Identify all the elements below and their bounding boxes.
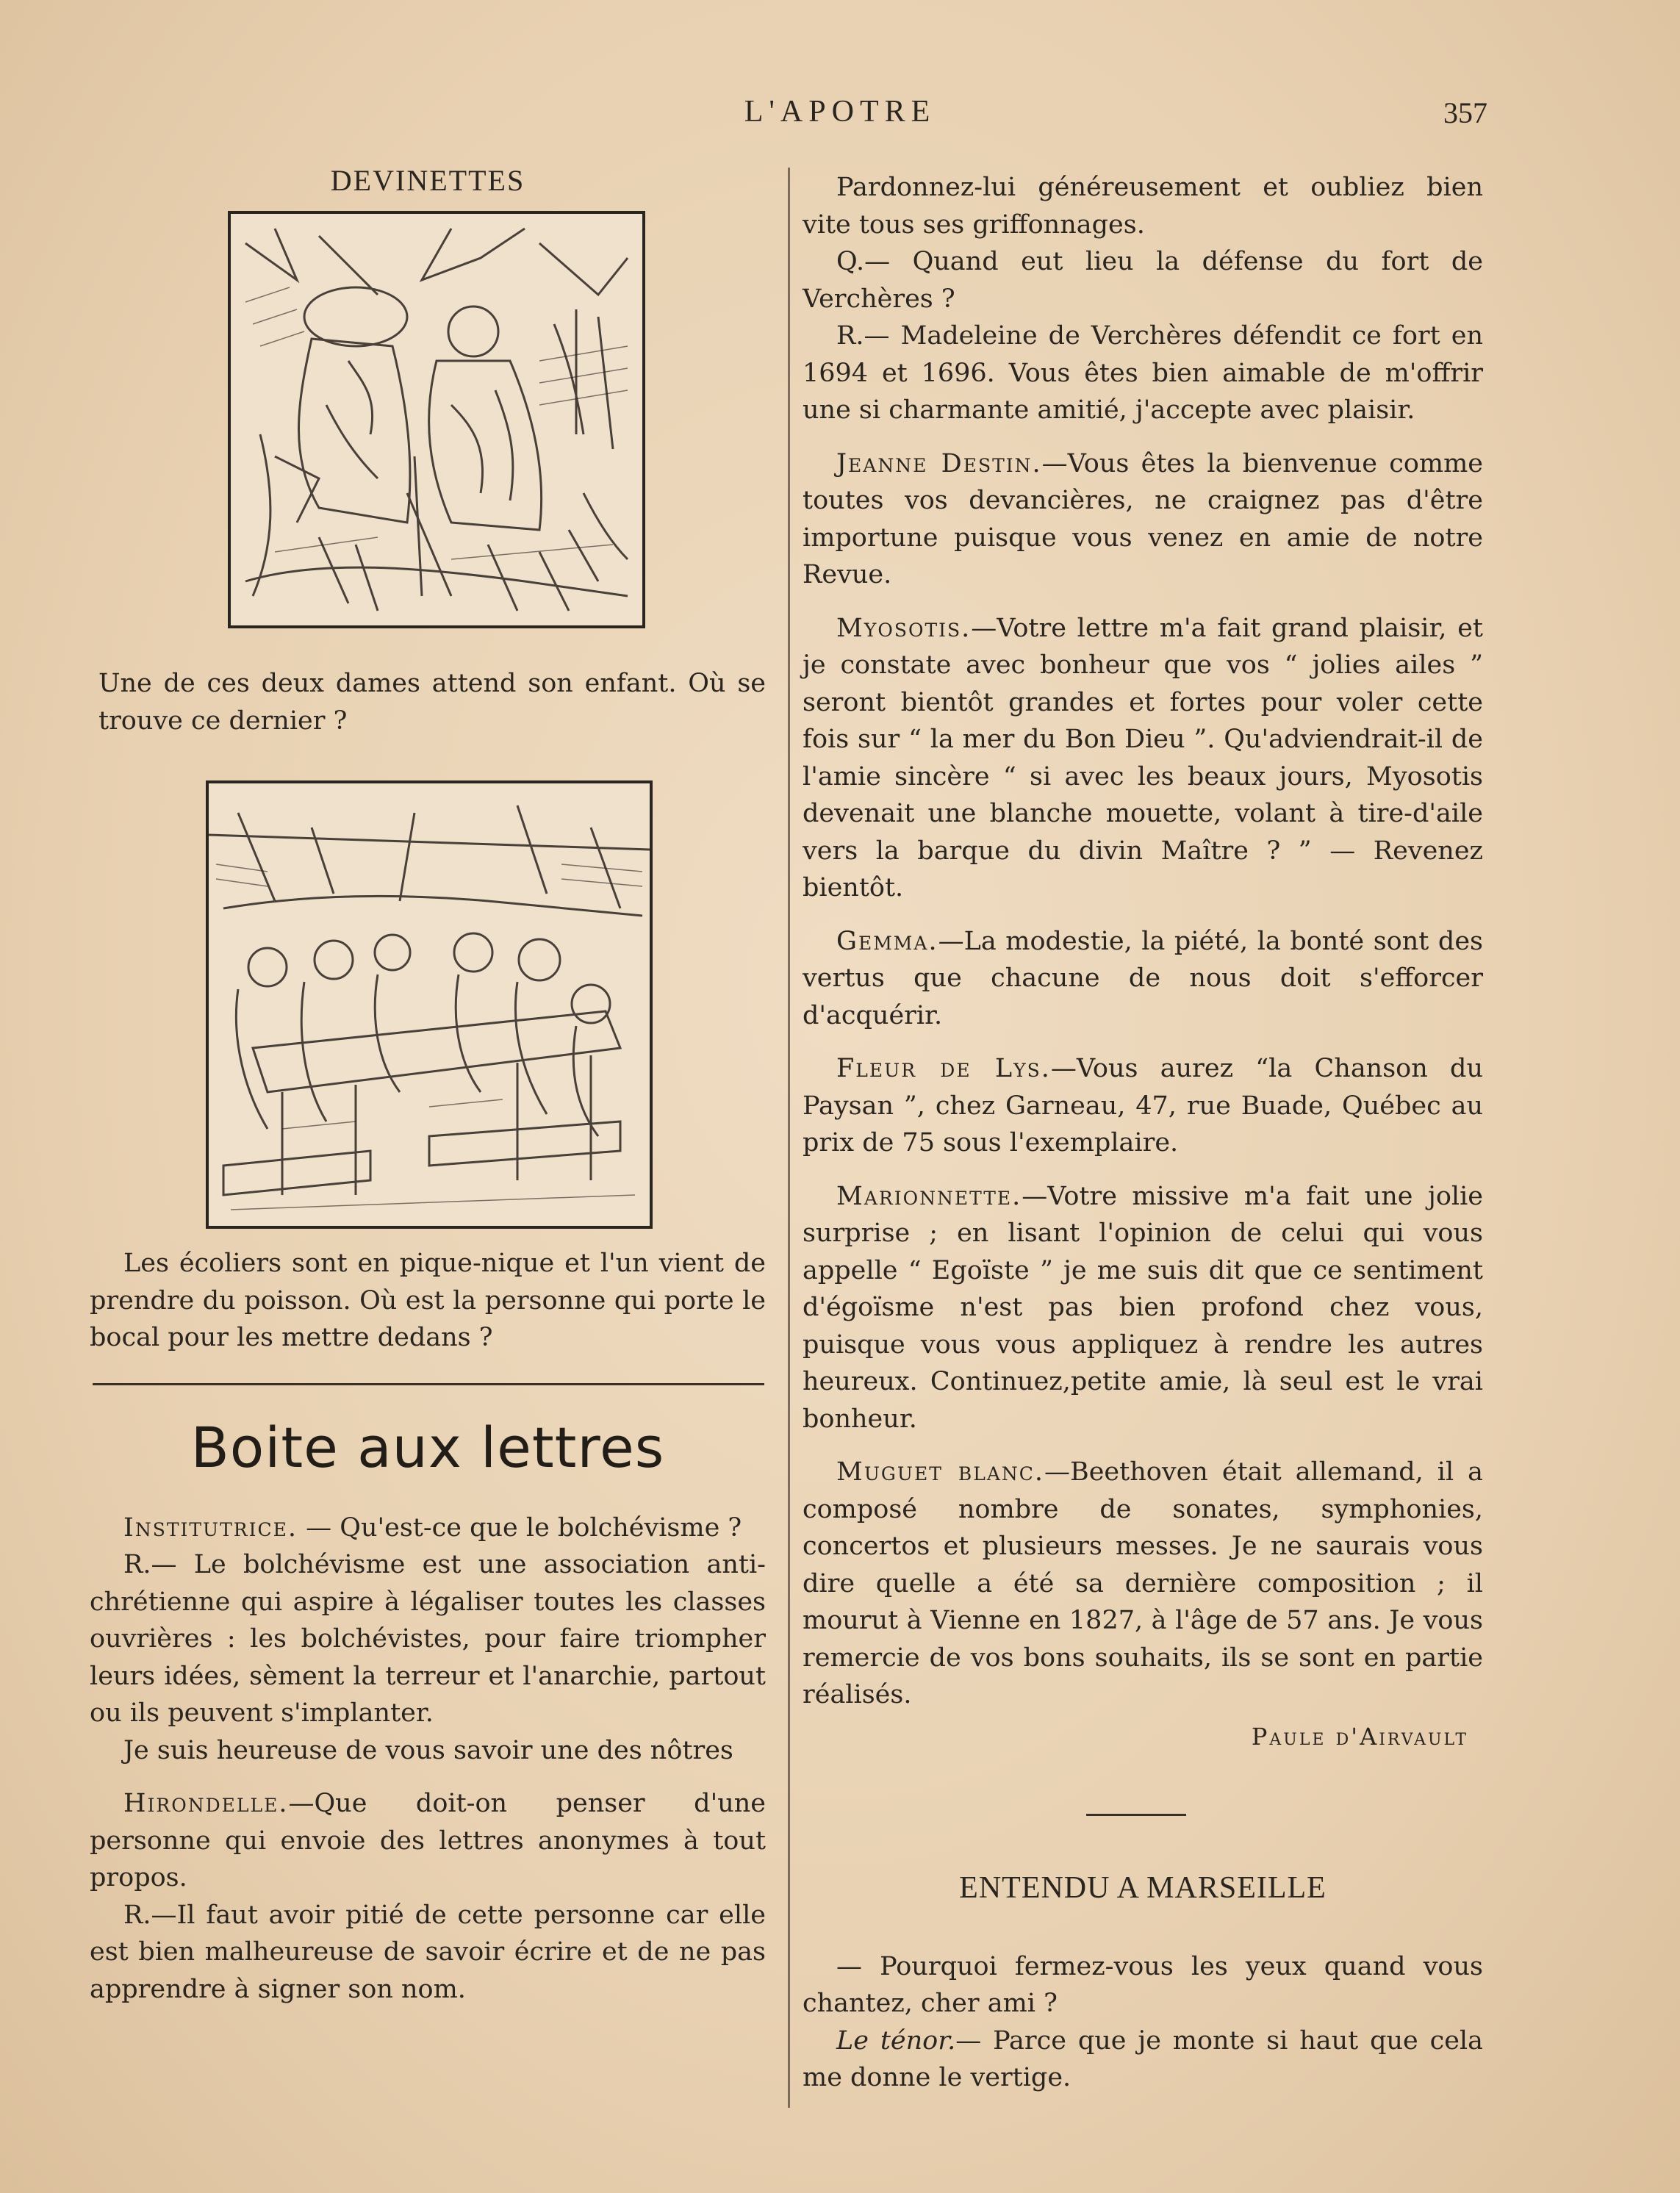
letter-reply: —Votre lettre m'a fait grand plaisir, et je constate avec bonheur que vos “ jolies ailes ” seront bientôt grandes et fortes pour voler cette fois sur “ la mer du Bon Dieu ”. Qu'adviendrait-il de l'amie sincère “ si avec les beaux jours, Myosotis devenait une blanche mouette, volant à tire-d'aile vers la barque du divin Maître ? ” — Revenez bientôt.: [803, 613, 1483, 902]
dialog-line-1: — Pourquoi fermez-vous les yeux quand vous chantez, cher ami ?: [803, 1951, 1483, 2018]
letter-hirondelle: [90, 1785, 766, 1897]
letter-question: Q.— Quand eut lieu la défense du fort de Verchères ?: [803, 247, 1483, 314]
correspondent-name: Jeanne Destin.: [836, 448, 1042, 478]
left-column: [90, 163, 766, 2008]
correspondent-name: Muguet blanc.: [836, 1457, 1044, 1487]
riddle-1-text: Une de ces deux dames attend son enfant. Où se trouve ce dernier ?: [98, 669, 766, 736]
illustration-picnic: [206, 780, 653, 1229]
letter-fleur-de-lys: [803, 1050, 1483, 1162]
dialog-reply: — Parce que je monte si haut que cela me donne le vertige.: [803, 2025, 1483, 2092]
page-number: 357: [1443, 96, 1487, 129]
author-signature: Paule d'Airvault: [1251, 1722, 1468, 1751]
column-divider: [788, 168, 790, 2108]
correspondent-name: Gemma.: [836, 926, 938, 956]
correspondent-name: Institutrice.: [123, 1512, 298, 1543]
correspondent-name: Marionnette.: [836, 1181, 1022, 1211]
letter-marionnette: [803, 1178, 1483, 1438]
letter-institutrice: [90, 1510, 766, 1547]
right-column: [803, 169, 1483, 2097]
section-divider: [93, 1383, 764, 1385]
speaker-name: Le ténor.: [836, 2025, 956, 2056]
letter-reply: —La modestie, la piété, la bonté sont des vertus que chacune de nous doit s'efforcer d'acquérir.: [803, 926, 1483, 1030]
mailbox-title: Boite aux lettres: [190, 1414, 665, 1480]
letter-reply: —Beethoven était allemand, il a composé nombre de sonates, symphonies, concertos et plusieurs messes. Je ne saurais vous dire quelle a été sa dernière composition ; il mourut à Vienne en 1827, à l'âge de 57 ans. Je vous remercie de vos bons souhaits, ils se sont en partie réalisés.: [803, 1457, 1483, 1709]
short-divider: [1086, 1814, 1186, 1816]
illustration-two-ladies: [228, 211, 645, 628]
letter-continued: Pardonnez-lui généreusement et oubliez bien vite tous ses griffonnages.: [803, 173, 1483, 240]
letter-reply: —Vous êtes la bienvenue comme toutes vos devancières, ne craignez pas d'être importune puisque vous venez en amie de notre Revue.: [803, 448, 1483, 589]
letter-reply: —Vous aurez “la Chanson du Paysan ”, chez Garneau, 47, rue Buade, Québec au prix de 75 sous l'exemplaire.: [803, 1054, 1484, 1157]
correspondent-name: Myosotis.: [836, 613, 972, 643]
correspondent-name: Hirondelle.: [123, 1789, 289, 1818]
letter-closing: Je suis heureuse de vous savoir une des nôtres: [123, 1735, 733, 1765]
dialog-line-2: [803, 2022, 1483, 2097]
letter-jeanne-destin: [803, 445, 1483, 594]
letter-muguet-blanc: [803, 1454, 1483, 1714]
letter-answer: R.— Le bolchévisme est une association anti-chrétienne qui aspire à légaliser toutes les classes ouvrières : les bolchévistes, pour faire triompher leurs idées, sèment la terreur et l'anarchie, partout ou ils peuvent s'implanter.: [90, 1550, 766, 1728]
letter-question: — Qu'est-ce que le bolchévisme ?: [298, 1512, 742, 1543]
riddles-title: DEVINETTES: [330, 164, 525, 197]
running-title: L'APOTRE: [744, 95, 936, 129]
marseille-title: ENTENDU A MARSEILLE: [959, 1870, 1327, 1905]
letter-question: —Que doit-on penser d'une personne qui envoie des lettres anonymes à tout propos.: [90, 1789, 766, 1892]
letter-answer: R.—Il faut avoir pitié de cette personne car elle est bien malheureuse de savoir écrire et de ne pas apprendre à signer son nom.: [90, 1900, 766, 2004]
correspondent-name: Fleur de Lys.: [836, 1054, 1051, 1083]
letter-answer: R.— Madeleine de Verchères défendit ce fort en 1694 et 1696. Vous êtes bien aimable de m'offrir une si charmante amitié, j'accepte avec plaisir.: [803, 321, 1483, 425]
letter-gemma: [803, 923, 1483, 1035]
riddle-2-text: Les écoliers sont en pique-nique et l'un vient de prendre du poisson. Où est la personne qui porte le bocal pour les mettre dedans ?: [90, 1249, 766, 1352]
letter-myosotis: [803, 610, 1483, 907]
letter-reply: —Votre missive m'a fait une jolie surprise ; en lisant l'opinion de celui qui vous appelle “ Egoïste ” je me suis dit que ce sentiment d'égoïsme n'est pas bien profond chez vous, puisque vous vous appliquez à rendre les autres heureux. Continuez,petite amie, là seul est le vrai bonheur.: [803, 1181, 1483, 1434]
